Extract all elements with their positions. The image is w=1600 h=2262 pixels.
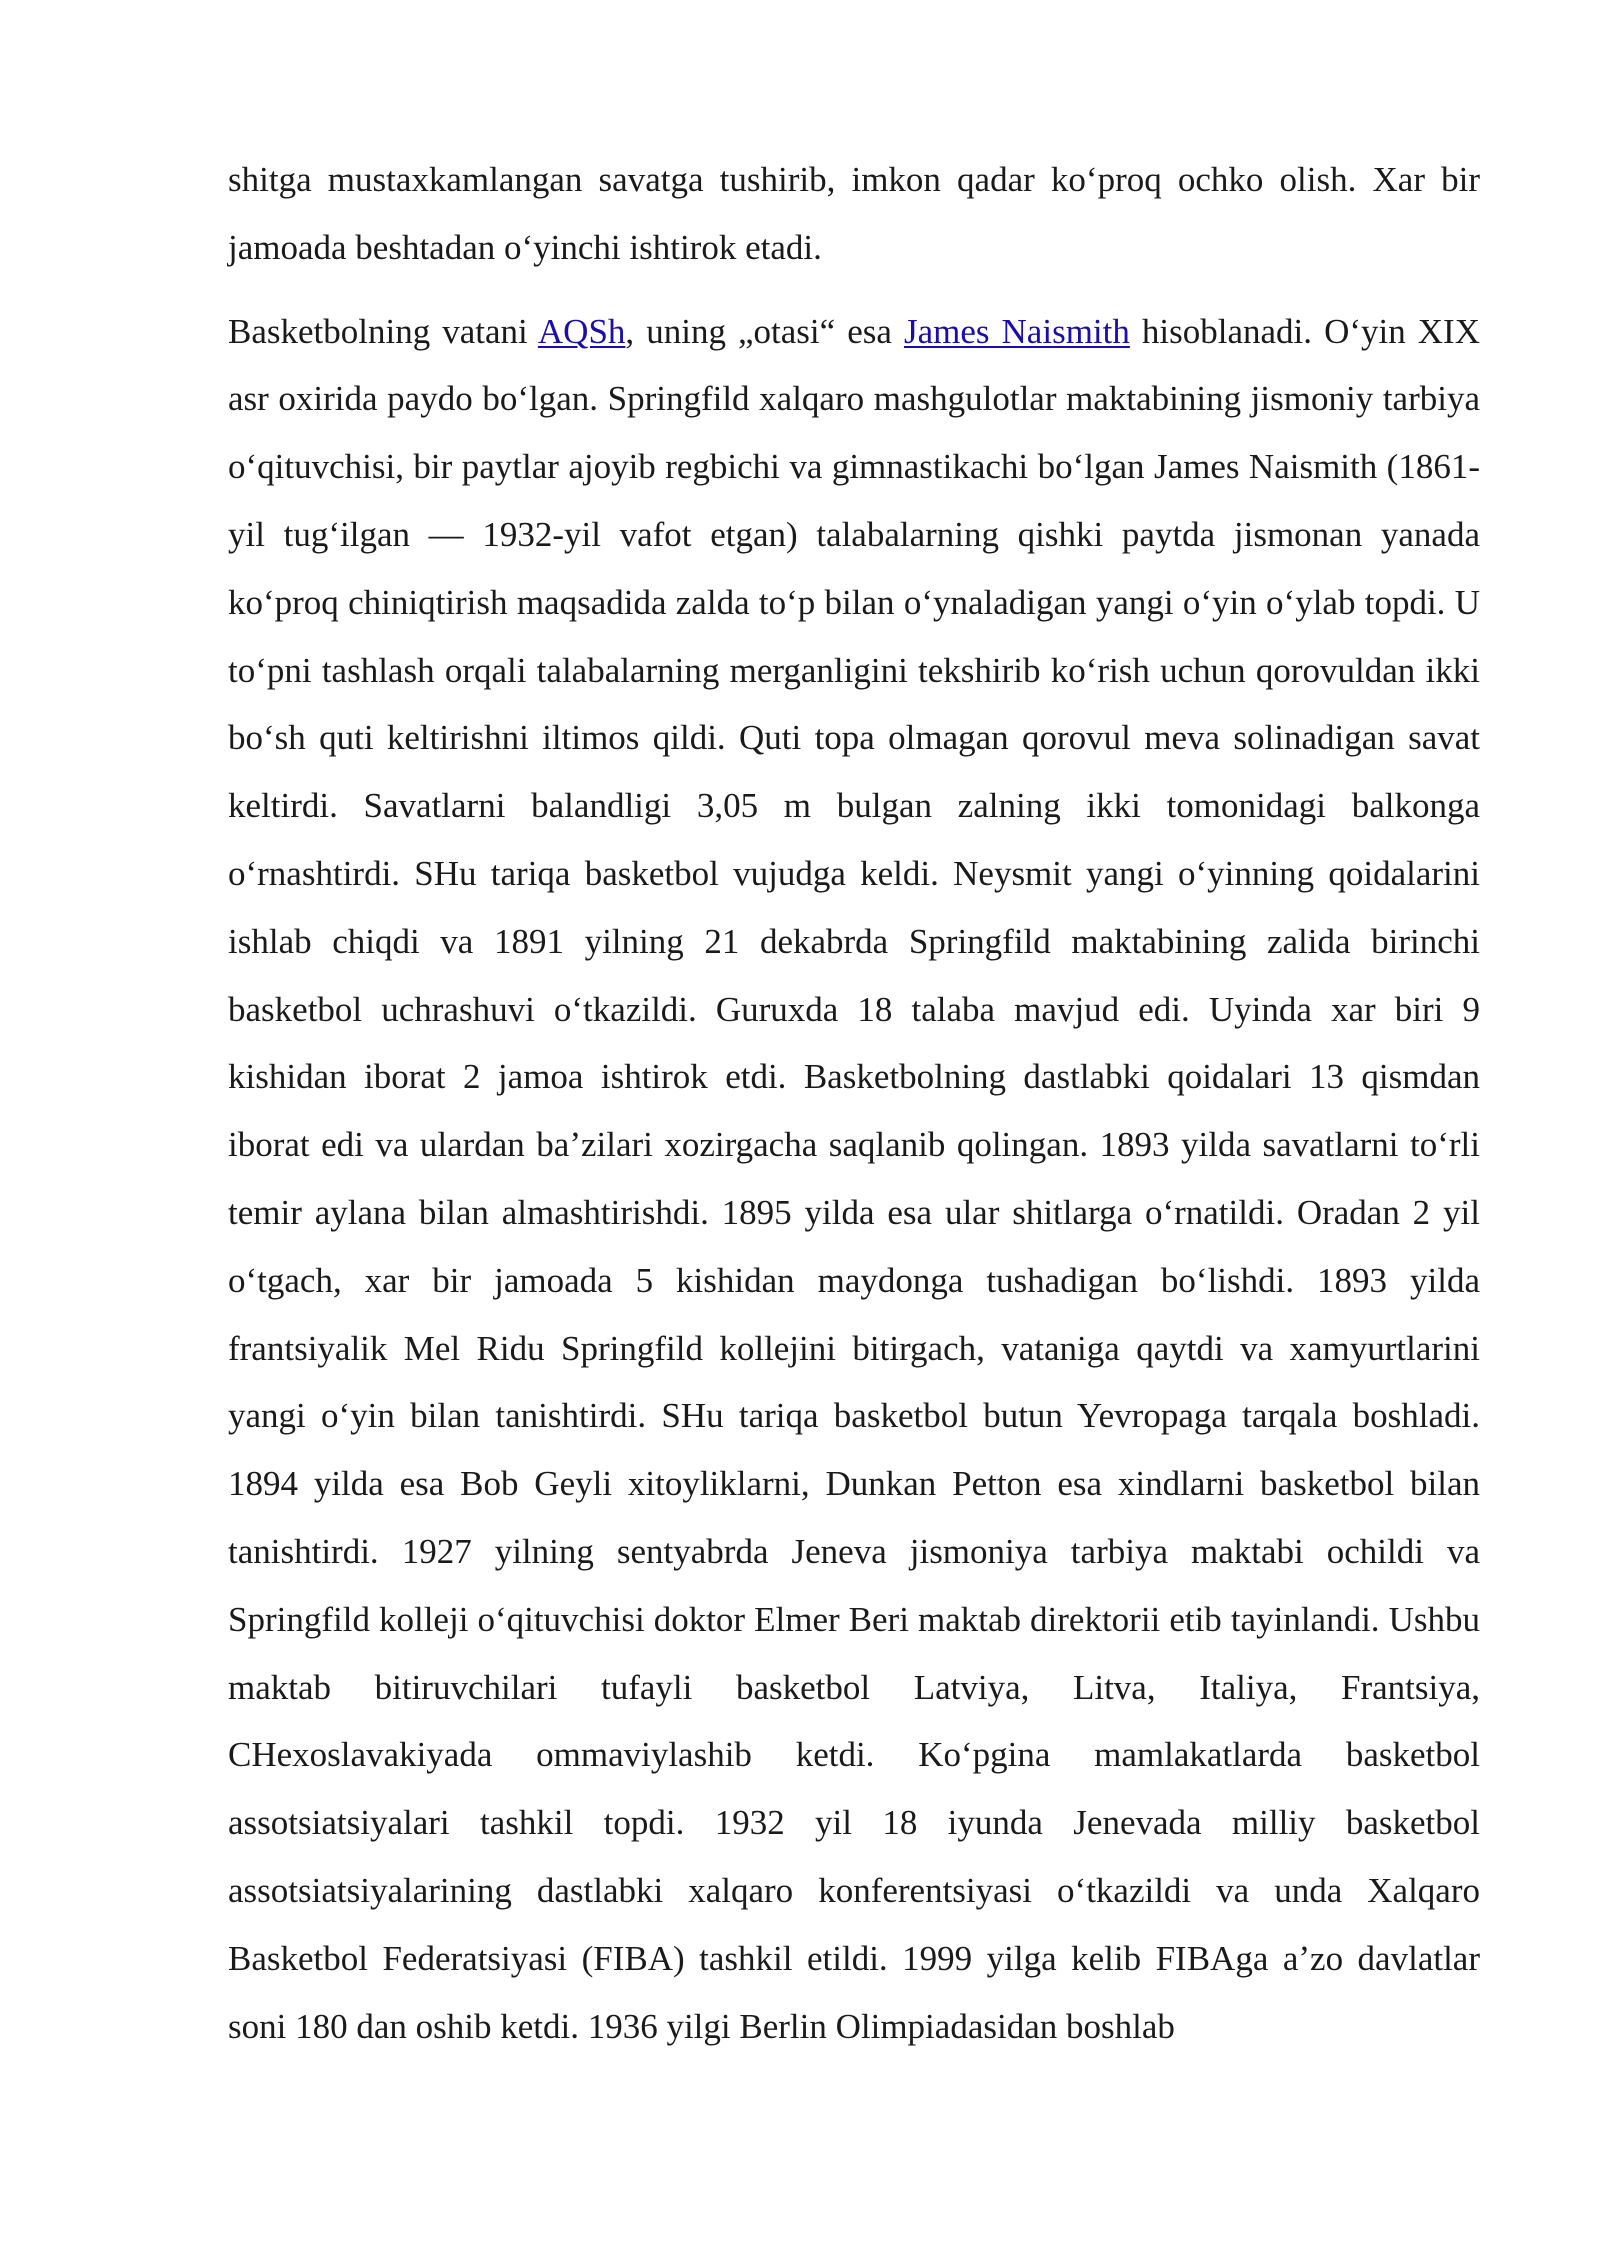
history-text-between-links: , uning „otasi“ esa bbox=[625, 311, 904, 351]
paragraph-game-objective: shitga mustaxkamlangan savatga tushirib, imkon qadar koʻproq ochko olish. Xar bir jamoada beshtadan oʻyinchi ishtirok etadi. bbox=[228, 160, 1480, 267]
history-text-body: hisoblanadi. Oʻyin XIX asr oxirida paydo boʻlgan. Springfild xalqaro mashgulotlar maktabining jismoniy tarbiya oʻqituvchisi, bir paytlar ajoyib regbichi va gimnastikachi boʻlgan James Naismith (1861-yil tugʻilgan — 1932-yil vafot etgan) talabalarning qishki paytda jismonan yanada koʻproq chiniqtirish maqsadida zalda toʻp bilan oʻynaladigan yangi oʻyin oʻylab topdi. U toʻpni tashlash orqali talabalarning merganligini tekshirib koʻrish uchun qorovuldan ikki boʻsh quti keltirishni iltimos qildi. Quti topa olmagan qorovul meva solinadigan savat keltirdi. Savatlarni balandligi 3,05 m bulgan zalning ikki tomonidagi balkonga oʻrnashtirdi. SHu tariqa basketbol vujudga keldi. Neysmit yangi oʻyinning qoidalarini ishlab chiqdi va 1891 yilning 21 dekabrda Springfild maktabining zalida birinchi basketbol uchrashuvi oʻtkazildi. Guruxda 18 talaba mavjud edi. Uyinda xar biri 9 kishidan iborat 2 jamoa ishtirok etdi. Basketbolning dastlabki qoidalari 13 qismdan iborat edi va ulardan baʼzilari xozirgacha saqlanib qolingan. 1893 yilda savatlarni toʻrli temir aylana bilan almashtirishdi. 1895 yilda esa ular shitlarga oʻrnatildi. Oradan 2 yil oʻtgach, xar bir jamoada 5 kishidan maydonga tushadigan boʻlishdi. 1893 yilda frantsiyalik Mel Ridu Springfild kollejini bitirgach, vataniga qaytdi va xamyurtlarini yangi oʻyin bilan tanishtirdi. SHu tariqa basketbol butun Yevropaga tarqala boshladi. 1894 yilda esa Bob Geyli xitoyliklarni, Dunkan Petton esa xindlarni basketbol bilan tanishtirdi. 1927 yilning sentyabrda Jeneva jismoniya tarbiya maktabi ochildi va Springfild kolleji oʻqituvchisi doktor Elmer Beri maktab direktorii etib tayinlandi. Ushbu maktab bitiruvchilari tufayli basketbol Latviya, Litva, Italiya, Frantsiya, CHexoslavakiyada ommaviylashib ketdi. Koʻpgina mamlakatlarda basketbol assotsiatsiyalari tashkil topdi. 1932 yil 18 iyunda Jenevada milliy basketbol assotsiatsiyalarining dastlabki xalqaro konferentsiyasi oʻtkazildi va unda Xalqaro Basketbol Federatsiyasi (FIBA) tashkil etildi. 1999 yilga kelib FIBAga aʼzo davlatlar soni 180 dan oshib ketdi. 1936 yilgi Berlin Olimpiadasidan boshlab bbox=[228, 311, 1480, 2046]
link-aqsh[interactable]: AQSh bbox=[537, 311, 626, 351]
history-text-intro: Basketbolning vatani bbox=[228, 311, 538, 351]
paragraph-basketball-history bbox=[228, 298, 1480, 2061]
document-body bbox=[228, 146, 1480, 2060]
link-james-naismith[interactable]: James Naismith bbox=[903, 311, 1130, 351]
